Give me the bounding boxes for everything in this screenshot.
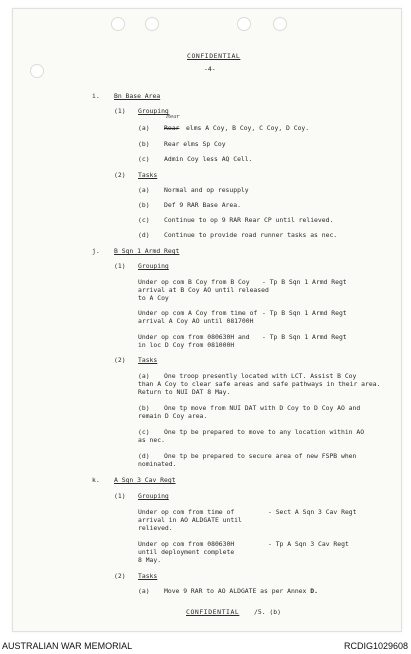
section-title: B Sqn 1 Armd Regt bbox=[114, 247, 180, 255]
section-number: i. bbox=[92, 92, 100, 100]
item-text: nominated. bbox=[138, 460, 177, 468]
grouping-text: Under op com from 080630H and bbox=[138, 333, 250, 341]
grouping-text: Under op com from 080630H bbox=[138, 540, 235, 548]
grouping-unit: - Tp B Sqn 1 Armd Regt bbox=[262, 309, 347, 317]
punch-hole bbox=[111, 17, 125, 31]
punch-hole bbox=[273, 17, 287, 31]
item-label: (c) bbox=[138, 155, 150, 163]
item-text: Continue to provide road runner tasks as nec. bbox=[164, 231, 338, 239]
page-number: -4- bbox=[204, 65, 216, 73]
subsection-title: Tasks bbox=[138, 572, 158, 580]
item-text: Rear elms Sp Coy bbox=[164, 140, 226, 148]
subsection-title: Grouping bbox=[138, 492, 169, 500]
item-label: (c) bbox=[138, 428, 150, 436]
item-label: (d) bbox=[138, 231, 150, 239]
subsection-number: (1) bbox=[114, 492, 126, 500]
subsection-number: (2) bbox=[114, 572, 126, 580]
grouping-unit: - Tp B Sqn 1 Armd Regt bbox=[262, 278, 347, 286]
punch-hole bbox=[30, 64, 44, 78]
grouping-text: Under op com A Coy from time of bbox=[138, 309, 258, 317]
grouping-text: arrival at B Coy AO until released bbox=[138, 286, 269, 294]
grouping-unit: - Tp A Sqn 3 Cav Regt bbox=[268, 540, 349, 548]
handwritten-correction: Rear bbox=[166, 114, 180, 120]
section-number: j. bbox=[92, 247, 100, 255]
item-text: One tp move from NUI DAT with D Coy to D Coy AO and bbox=[164, 404, 361, 412]
grouping-text: Under op com B Coy from B Coy bbox=[138, 278, 250, 286]
grouping-unit: - Tp B Sqn 1 Armd Regt bbox=[262, 333, 347, 341]
grouping-text: relieved. bbox=[138, 524, 173, 532]
section-title: A Sqn 3 Cav Regt bbox=[114, 476, 176, 484]
grouping-text: 8 May. bbox=[138, 556, 162, 564]
archive-footer bbox=[0, 638, 411, 654]
grouping-text: in loc D Coy from 081000H bbox=[138, 341, 235, 349]
item-label: (b) bbox=[138, 404, 150, 412]
item-label: (a) bbox=[138, 372, 150, 380]
item-text: than A Coy to clear safe areas and safe pathways in their area. bbox=[138, 380, 381, 388]
punch-hole bbox=[237, 17, 251, 31]
subsection-title: Tasks bbox=[138, 356, 158, 364]
subsection-number: (2) bbox=[114, 171, 126, 179]
item-text: Move 9 RAR to AO ALDGATE as per Annex D. bbox=[164, 587, 318, 595]
item-text: remain D Coy area. bbox=[138, 412, 208, 420]
item-label: (a) bbox=[138, 587, 150, 595]
subsection-title: Grouping bbox=[138, 107, 169, 115]
grouping-text: Under op com from time of bbox=[138, 508, 235, 516]
item-text: One tp be prepared to secure area of new FSPB when bbox=[164, 452, 357, 460]
archive-name: AUSTRALIAN WAR MEMORIAL bbox=[2, 641, 133, 651]
annex-ref: D. bbox=[310, 587, 318, 595]
grouping-text: arrival A Coy AO until 081700H bbox=[138, 317, 254, 325]
classification-header: CONFIDENTIAL bbox=[187, 52, 241, 60]
grouping-text: to A Coy bbox=[138, 294, 169, 302]
item-text: Normal and op resupply bbox=[164, 186, 249, 194]
item-text: Continue to op 9 RAR Rear CP until relieved. bbox=[164, 216, 334, 224]
item-text: Return to NUI DAT 8 May. bbox=[138, 388, 231, 396]
subsection-number: (2) bbox=[114, 356, 126, 364]
subsection-title: Tasks bbox=[138, 171, 158, 179]
item-label: (b) bbox=[138, 140, 150, 148]
struck-text: Rear bbox=[164, 124, 180, 132]
item-text: elms A Coy, B Coy, C Coy, D Coy. bbox=[186, 124, 310, 132]
item-label: (d) bbox=[138, 452, 150, 460]
continuation-marker: /5. (b) bbox=[254, 608, 281, 616]
classification-footer: CONFIDENTIAL bbox=[186, 608, 240, 616]
item-text: Admin Coy less AQ Cell. bbox=[164, 155, 253, 163]
grouping-unit: - Sect A Sqn 3 Cav Regt bbox=[268, 508, 357, 516]
item-label: (b) bbox=[138, 201, 150, 209]
item-label: (c) bbox=[138, 216, 150, 224]
item-label: (a) bbox=[138, 124, 150, 132]
archive-id: RCDIG1029608 bbox=[343, 641, 408, 651]
section-number: k. bbox=[92, 476, 100, 484]
subsection-number: (1) bbox=[114, 107, 126, 115]
subsection-number: (1) bbox=[114, 262, 126, 270]
section-title: Bn Base Area bbox=[114, 92, 161, 100]
item-text: One troop presently located with LCT. Assist B Coy bbox=[164, 372, 357, 380]
item-label: (a) bbox=[138, 186, 150, 194]
punch-hole bbox=[145, 17, 159, 31]
item-text: One tp be prepared to move to any location within AO bbox=[164, 428, 365, 436]
grouping-text: until deployment complete bbox=[138, 548, 235, 556]
grouping-text: arrival in AO ALDGATE until bbox=[138, 516, 242, 524]
item-text: as nec. bbox=[138, 436, 165, 444]
item-text: Def 9 RAR Base Area. bbox=[164, 201, 241, 209]
subsection-title: Grouping bbox=[138, 262, 169, 270]
